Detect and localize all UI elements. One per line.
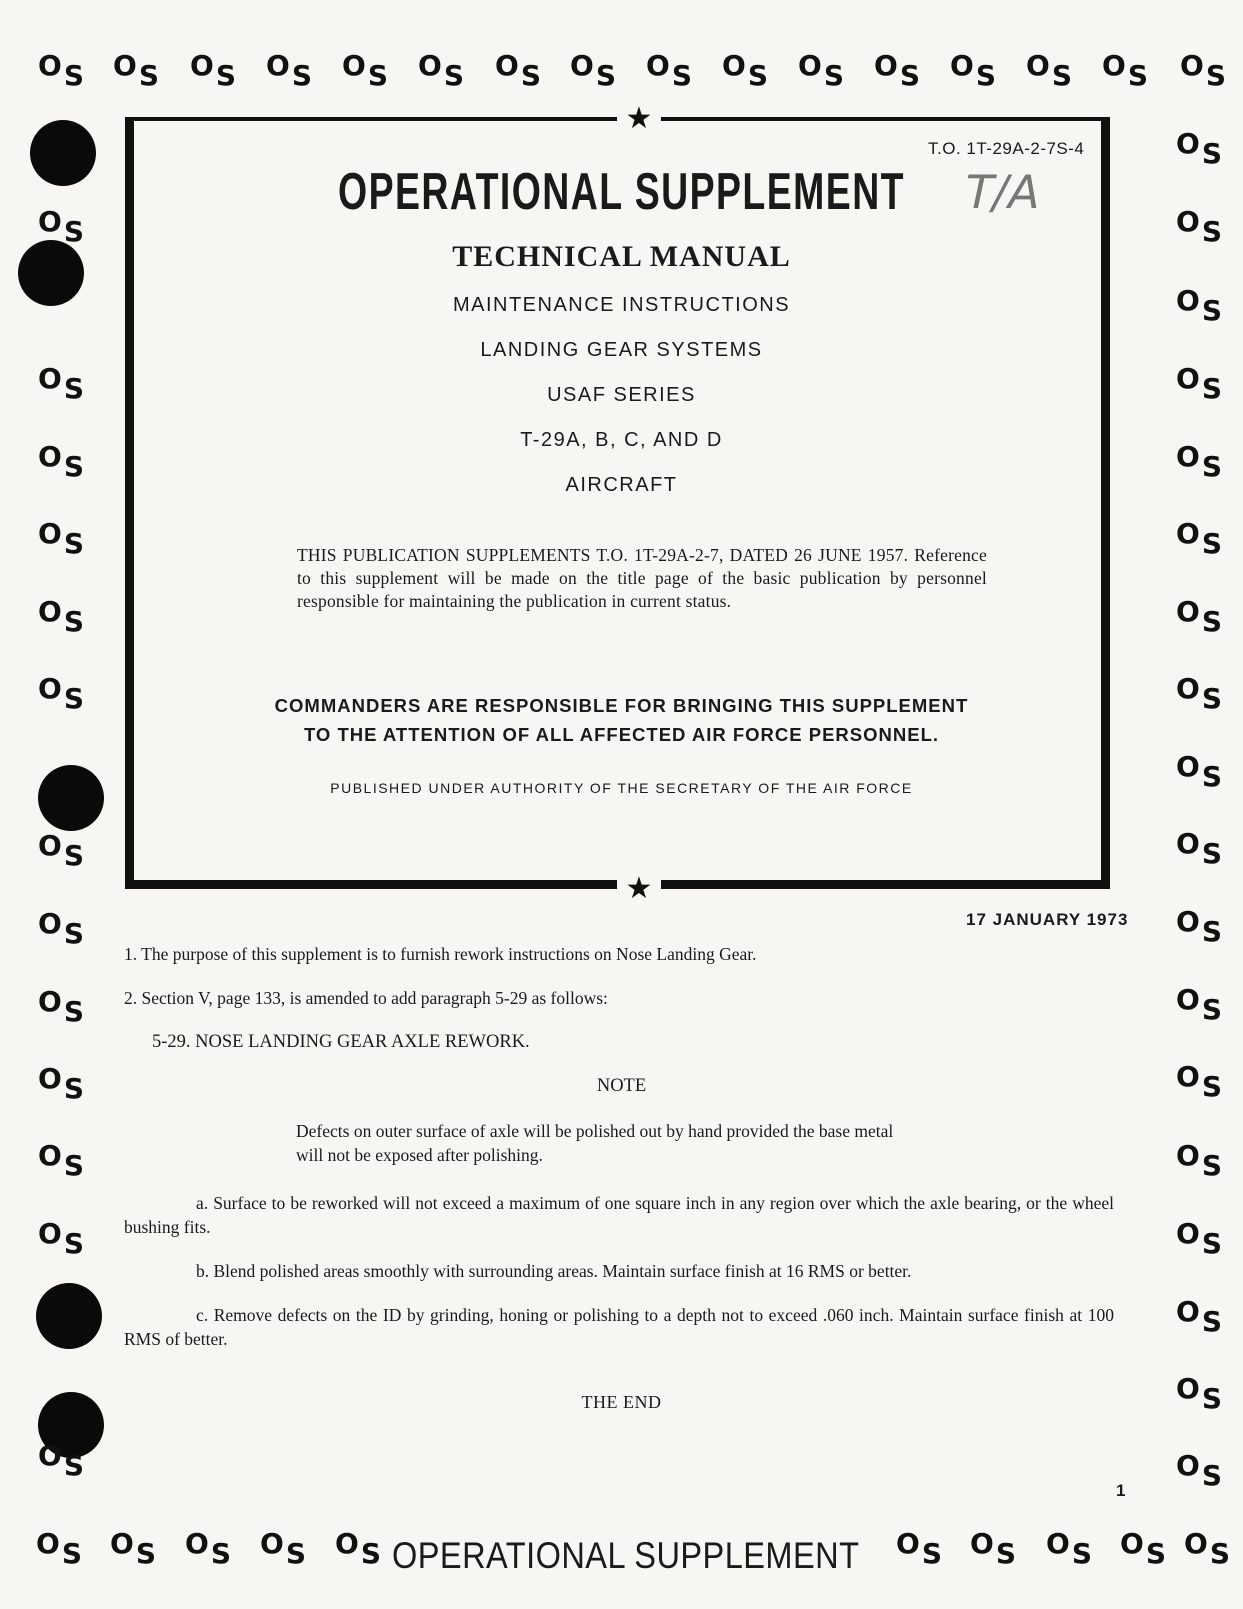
header-line: LANDING GEAR SYSTEMS [480, 339, 763, 361]
os-mark: OS [38, 517, 84, 560]
os-mark: OS [1176, 517, 1222, 560]
os-mark: OS [113, 49, 159, 92]
os-mark: OS [570, 49, 616, 92]
os-mark: OS [190, 49, 236, 92]
os-mark: OS [874, 49, 920, 92]
os-mark: OS [38, 1439, 84, 1482]
os-mark: OS [495, 49, 541, 92]
os-mark: OS [110, 1527, 156, 1570]
os-mark: OS [418, 49, 464, 92]
footer-title: OPERATIONAL SUPPLEMENT [392, 1535, 860, 1576]
os-mark: OS [1176, 595, 1222, 638]
os-mark: OS [1102, 49, 1148, 92]
header-line: USAF SERIES [547, 384, 696, 406]
os-mark: OS [38, 1062, 84, 1105]
page-number: 1 [1116, 1481, 1126, 1500]
punch-hole [38, 765, 104, 831]
punch-hole [36, 1283, 102, 1349]
title-frame [125, 117, 1110, 889]
os-mark: OS [1120, 1527, 1166, 1570]
os-mark: OS [896, 1527, 942, 1570]
intro-paragraph: THIS PUBLICATION SUPPLEMENTS T.O. 1T-29A-2-7, DATED 26 JUNE 1957. Reference to this supplement will be made on the title page of the basic publication by personnel responsible for maintaining the publication in current status. [297, 545, 987, 611]
os-mark: OS [1176, 440, 1222, 483]
os-mark: OS [798, 49, 844, 92]
item-b: b. Blend polished areas smoothly with surrounding areas. Maintain surface finish at 16 RMS or better. [196, 1261, 912, 1281]
os-mark: OS [1184, 1527, 1230, 1570]
os-mark: OS [950, 49, 996, 92]
os-mark: OS [38, 985, 84, 1028]
os-mark: OS [1180, 49, 1226, 92]
header-line: MAINTENANCE INSTRUCTIONS [452, 294, 791, 316]
authority-line: PUBLISHED UNDER AUTHORITY OF THE SECRETARY OF THE AIR FORCE [330, 780, 913, 796]
os-mark: OS [185, 1527, 231, 1570]
os-mark: OS [1046, 1527, 1092, 1570]
os-mark: OS [1176, 1217, 1222, 1260]
os-mark: OS [1176, 750, 1222, 793]
os-mark: OS [38, 595, 84, 638]
os-mark: OS [266, 49, 312, 92]
os-mark: OS [38, 49, 84, 92]
header-line: AIRCRAFT [565, 474, 678, 496]
header-line: T-29A, B, C, AND D [520, 429, 723, 451]
os-mark: OS [1176, 1060, 1222, 1103]
os-mark: OS [38, 362, 84, 405]
note-label: NOTE [596, 1076, 647, 1096]
item-a: a. Surface to be reworked will not exceed a maximum of one square inch in any region over which the axle bearing, or the wheel bushing fits. [124, 1193, 1114, 1237]
handwritten-mark: T/A [959, 165, 1046, 219]
os-mark: OS [38, 1217, 84, 1260]
publication-date: 17 JANUARY 1973 [966, 910, 1129, 929]
os-mark: OS [335, 1527, 381, 1570]
os-mark: OS [1176, 983, 1222, 1026]
os-mark: OS [1026, 49, 1072, 92]
star-icon: ★ [617, 104, 661, 134]
document-subtitle: TECHNICAL MANUAL [452, 240, 791, 273]
os-mark: OS [38, 907, 84, 950]
os-mark: OS [36, 1527, 82, 1570]
os-mark: OS [1176, 362, 1222, 405]
commanders-notice-line: COMMANDERS ARE RESPONSIBLE FOR BRINGING THIS SUPPLEMENT [274, 695, 969, 716]
os-mark: OS [1176, 1449, 1222, 1492]
os-mark: OS [1176, 1295, 1222, 1338]
os-mark: OS [38, 1139, 84, 1182]
os-mark: OS [646, 49, 692, 92]
os-mark: OS [38, 672, 84, 715]
os-mark: OS [1176, 672, 1222, 715]
section-heading: 5-29. NOSE LANDING GEAR AXLE REWORK. [152, 1032, 530, 1052]
os-mark: OS [342, 49, 388, 92]
note-text: Defects on outer surface of axle will be polished out by hand provided the base metal will not be exposed after polishing. [296, 1121, 894, 1165]
item-c: c. Remove defects on the ID by grinding, honing or polishing to a depth not to exceed .060 inch. Maintain surface finish at 100 RMS of better. [124, 1305, 1114, 1349]
os-mark: OS [1176, 284, 1222, 327]
os-mark: OS [38, 440, 84, 483]
document-title: OPERATIONAL SUPPLEMENT [338, 163, 905, 221]
os-mark: OS [38, 205, 84, 248]
os-mark: OS [1176, 205, 1222, 248]
os-mark: OS [38, 829, 84, 872]
os-mark: OS [1176, 905, 1222, 948]
os-mark: OS [1176, 1372, 1222, 1415]
paragraph-1: 1. The purpose of this supplement is to furnish rework instructions on Nose Landing Gear. [124, 944, 757, 964]
os-mark: OS [722, 49, 768, 92]
to-number: T.O. 1T-29A-2-7S-4 [928, 139, 1085, 158]
os-mark: OS [970, 1527, 1016, 1570]
the-end: THE END [581, 1392, 662, 1412]
os-mark: OS [1176, 127, 1222, 170]
commanders-notice-line: TO THE ATTENTION OF ALL AFFECTED AIR FORCE PERSONNEL. [303, 724, 940, 745]
os-mark: OS [1176, 827, 1222, 870]
punch-hole [30, 120, 96, 186]
os-mark: OS [1176, 1139, 1222, 1182]
paragraph-2: 2. Section V, page 133, is amended to add paragraph 5-29 as follows: [124, 988, 608, 1008]
star-icon: ★ [617, 874, 661, 904]
os-mark: OS [260, 1527, 306, 1570]
